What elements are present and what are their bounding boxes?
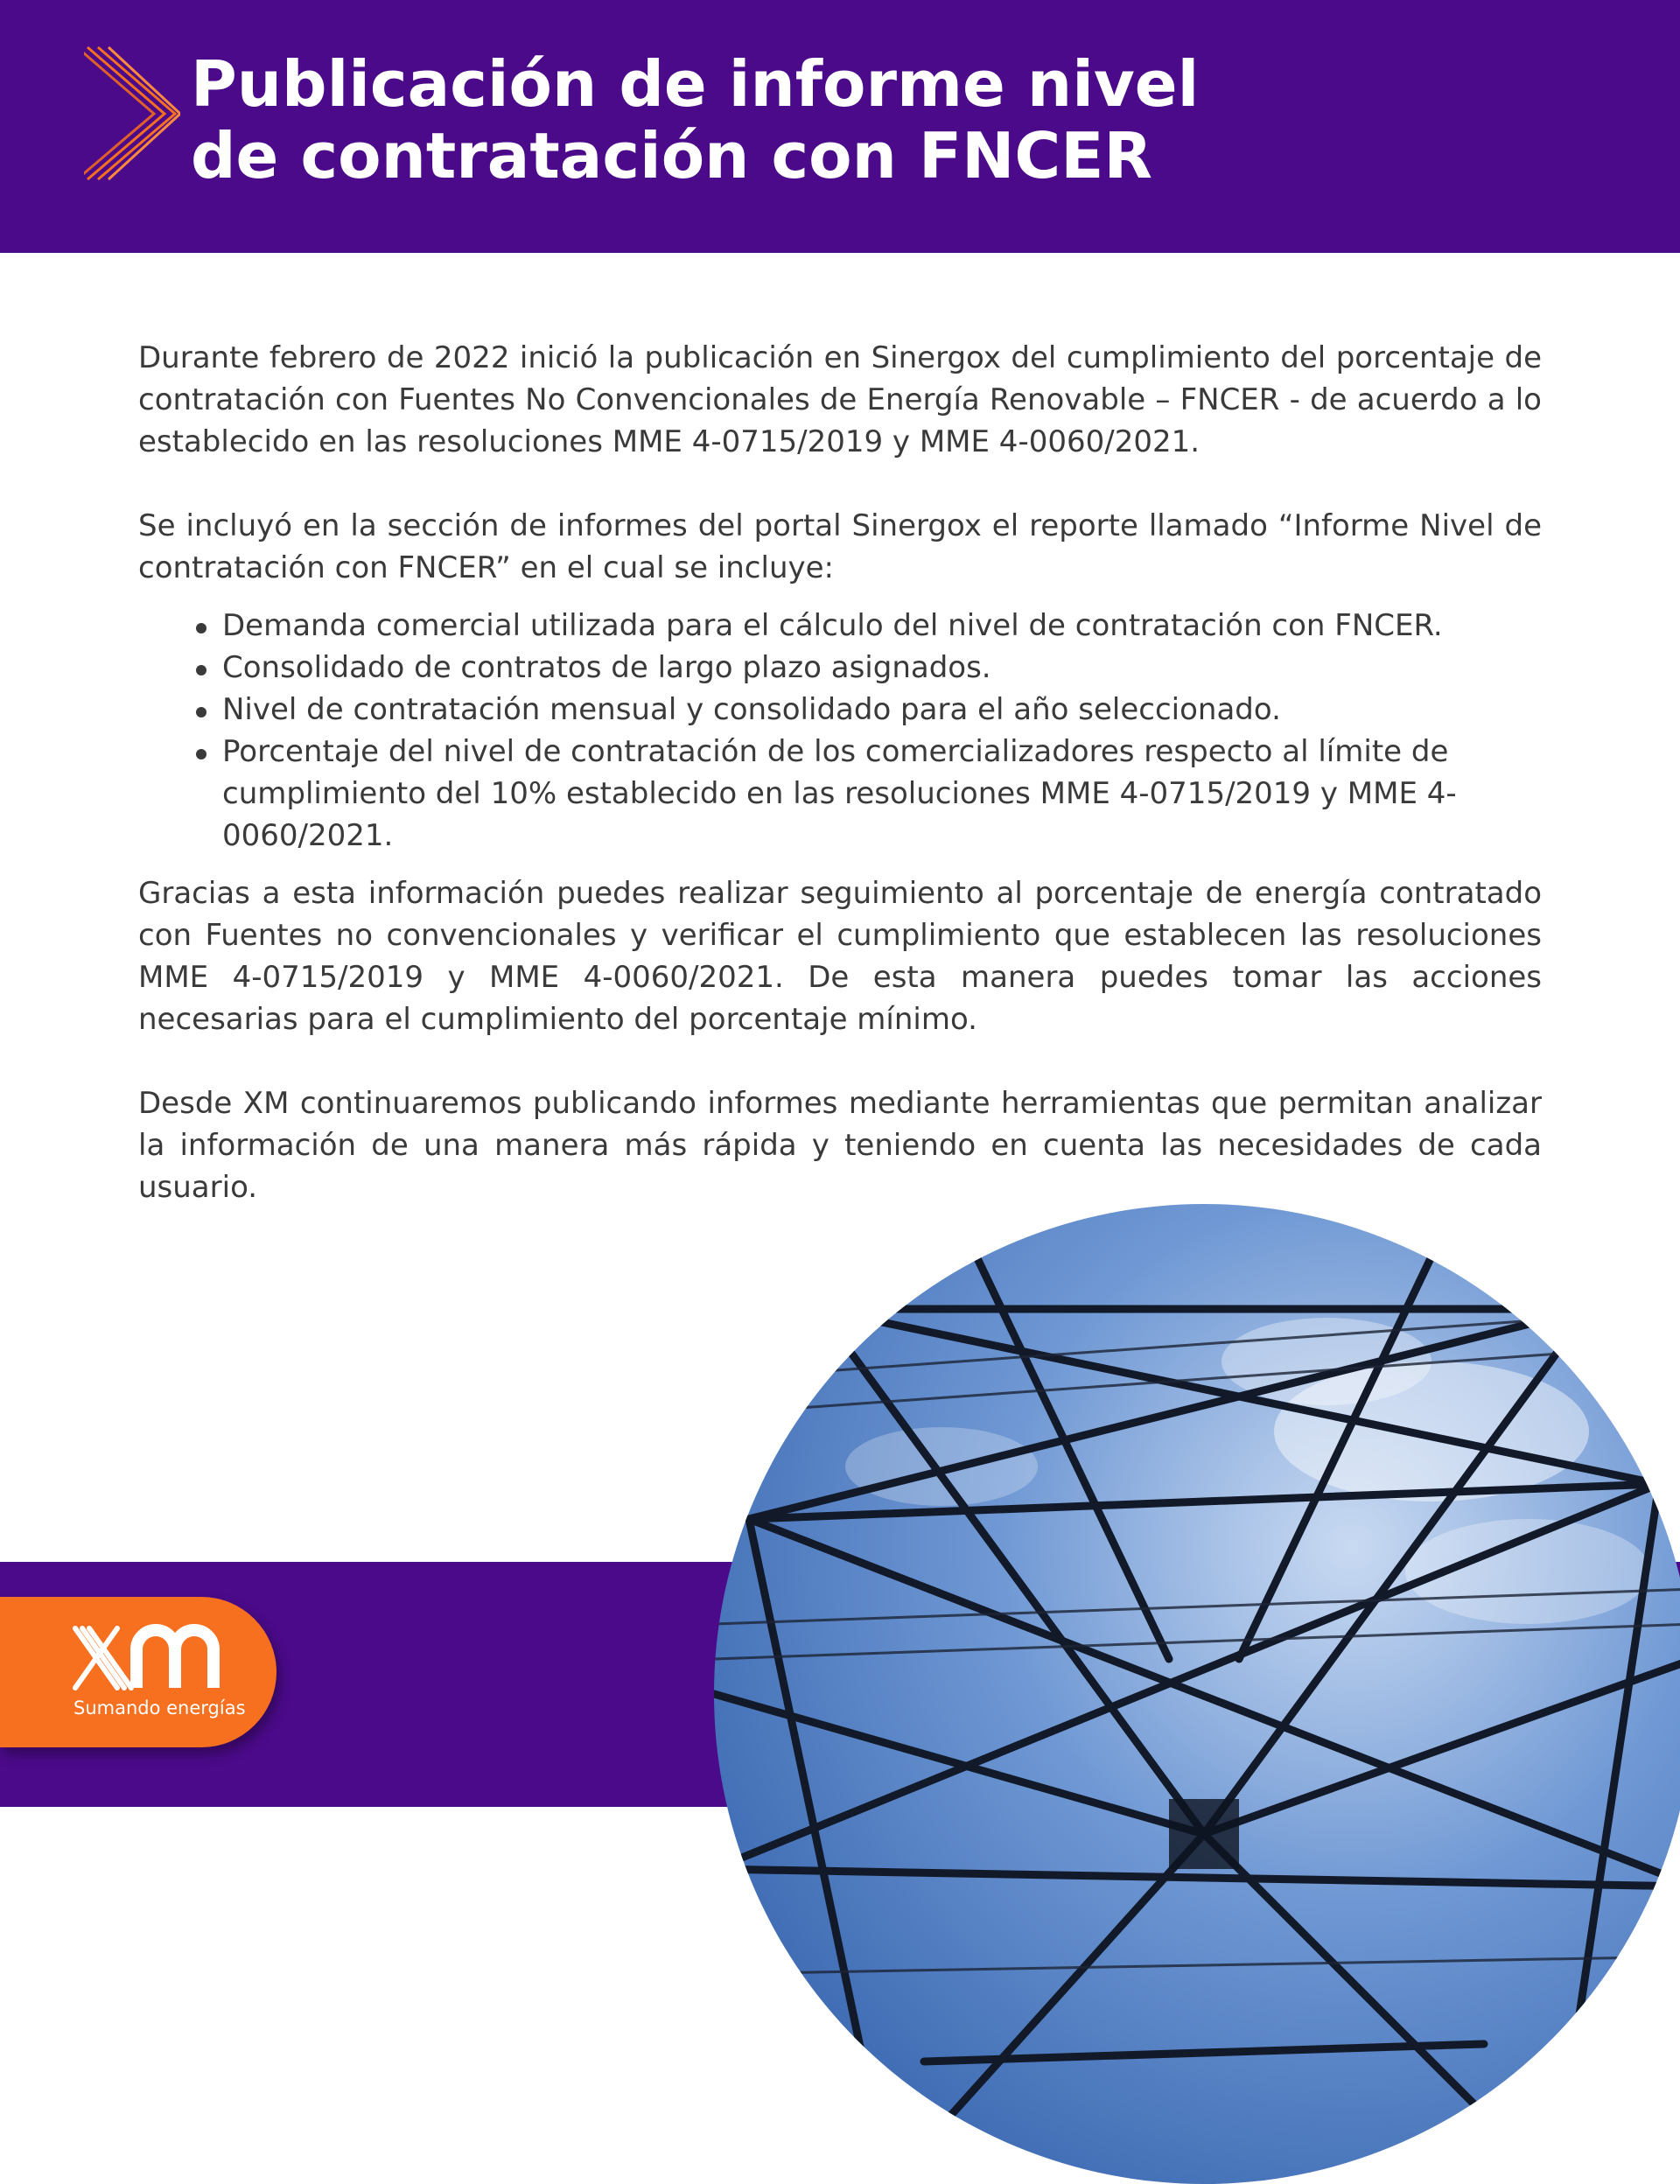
included-items-list xyxy=(138,605,1542,857)
paragraph-4: Desde XM continuaremos publicando informes mediante herramientas que permitan analizar la información de una manera más rápida y teniendo en cuenta las necesidades de cada usuario. xyxy=(138,1086,1542,1205)
paragraph-2: Se incluyó en la sección de informes del portal Sinergox el reporte llamado “Informe Nivel de contratación con FNCER” en el cual se incluye: xyxy=(138,508,1542,585)
list-item: Consolidado de contratos de largo plazo asignados. xyxy=(222,647,1542,689)
title-line-2: de contratación con FNCER xyxy=(191,119,1152,192)
paragraph-3: Gracias a esta información puedes realizar seguimiento al porcentaje de energía contratado con Fuentes no convencionales y verificar el cumplimiento que establecen las resoluciones MME 4-0715/2019 y MME 4-0060/2021. De esta manera puedes tomar las acciones necesarias para el cumplimiento del porcentaje mínimo. xyxy=(138,876,1542,1037)
chevron-right-icon xyxy=(84,46,180,181)
xm-logo-mark-icon xyxy=(72,1623,247,1693)
article-body xyxy=(138,337,1542,1208)
list-item: Demanda comercial utilizada para el cálculo del nivel de contratación con FNCER. xyxy=(222,605,1542,647)
xm-logo xyxy=(0,1597,276,1747)
title-line-1: Publicación de informe nivel xyxy=(191,47,1200,121)
logo-tagline: Sumando energías xyxy=(74,1698,246,1718)
list-item: Porcentaje del nivel de contratación de los comercializadores respecto al límite de cumplimiento del 10% establecido en las resoluciones MME 4-0715/2019 y MME 4-0060/2021. xyxy=(222,731,1542,857)
transmission-tower-photo xyxy=(714,1204,1680,2184)
list-item: Nivel de contratación mensual y consolidado para el año seleccionado. xyxy=(222,689,1542,731)
page-title xyxy=(191,48,1199,192)
paragraph-1: Durante febrero de 2022 inició la publicación en Sinergox del cumplimiento del porcentaje de contratación con Fuentes No Convencionales de Energía Renovable – FNCER - de acuerdo a lo establecido en las resoluciones MME 4-0715/2019 y MME 4-0060/2021. xyxy=(138,340,1542,459)
header-banner xyxy=(0,0,1680,253)
